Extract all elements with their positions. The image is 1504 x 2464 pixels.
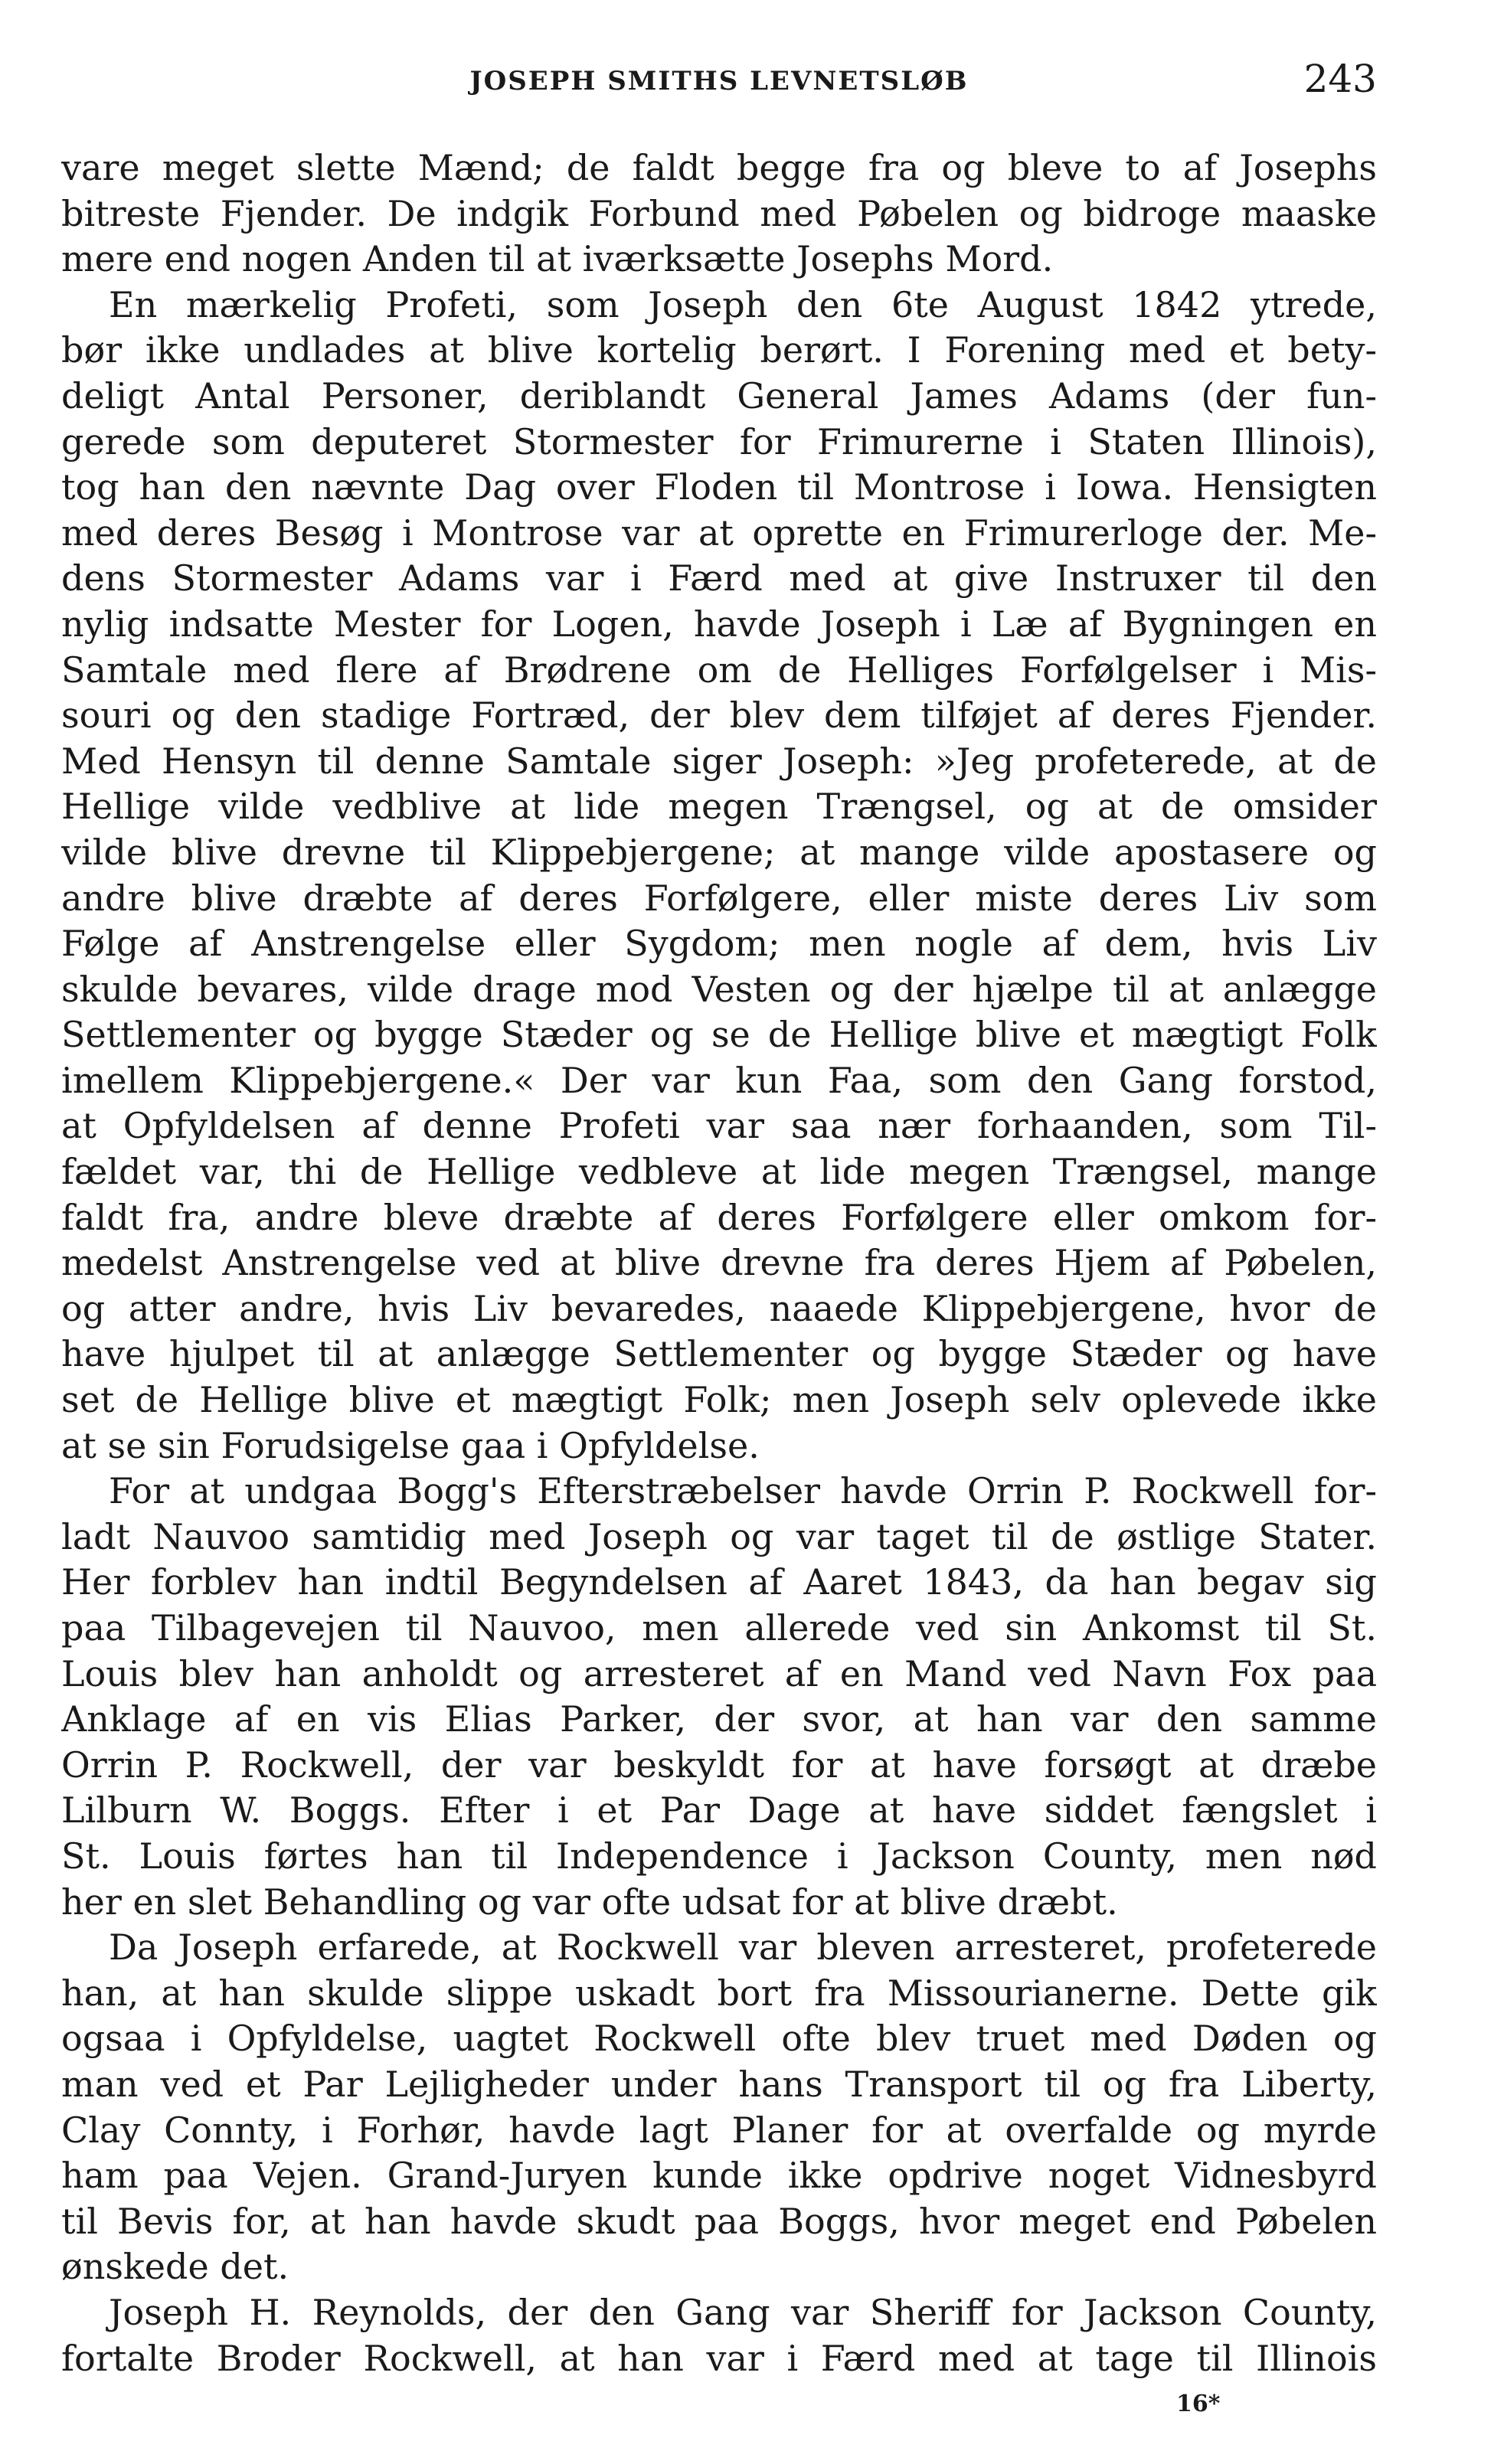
text-line: fortalte Broder Rockwell, at han var i Færd med at tage til Illinois	[61, 2337, 1377, 2379]
text-line: at se sin Forudsigelse gaa i Opfyldelse.	[61, 1424, 760, 1466]
text-line: For at undgaa Bogg's Efterstræbelser havde Orrin P. Rockwell for-	[109, 1470, 1377, 1512]
text-line: Med Hensyn til denne Samtale siger Joseph: »Jeg profeterede, at de	[61, 740, 1377, 782]
text-line: og atter andre, hvis Liv bevaredes, naaede Klippebjergene, hvor de	[61, 1287, 1377, 1329]
text-line: ham paa Vejen. Grand-Juryen kunde ikke opdrive noget Vidnesbyrd	[61, 2155, 1377, 2197]
text-line: have hjulpet til at anlægge Settlementer og bygge Stæder og have	[61, 1333, 1377, 1375]
text-line: bør ikke undlades at blive kortelig berørt. I Forening med et bety-	[61, 329, 1377, 371]
text-line: Clay Connty, i Forhør, havde lagt Planer for at overfalde og myrde	[61, 2109, 1377, 2151]
text-line: En mærkelig Profeti, som Joseph den 6te August 1842 ytrede,	[109, 283, 1377, 325]
text-line: vare meget slette Mænd; de faldt begge fra og bleve to af Josephs	[61, 147, 1377, 188]
text-line: han, at han skulde slippe uskadt bort fra Missourianerne. Dette gik	[61, 1972, 1377, 2014]
body-text	[61, 145, 1377, 2381]
text-line: mere end nogen Anden til at iværksætte Josephs Mord.	[61, 238, 1054, 280]
text-line: her en slet Behandling og var ofte udsat for at blive dræbt.	[61, 1881, 1118, 1923]
text-line: Joseph H. Reynolds, der den Gang var Sheriff for Jackson County,	[109, 2291, 1377, 2333]
text-line: gerede som deputeret Stormester for Frimurerne i Staten Illinois),	[61, 420, 1377, 462]
signature-mark: 16*	[1176, 2390, 1221, 2417]
text-line: til Bevis for, at han havde skudt paa Boggs, hvor meget end Pøbelen	[61, 2200, 1377, 2242]
text-line: Lilburn W. Boggs. Efter i et Par Dage at have siddet fængslet i	[61, 1789, 1377, 1832]
text-line: set de Hellige blive et mægtigt Folk; men Joseph selv oplevede ikke	[61, 1379, 1377, 1421]
running-head	[61, 54, 1377, 107]
text-line: souri og den stadige Fortræd, der blev dem tilføjet af deres Fjender.	[61, 694, 1377, 737]
text-line: Samtale med flere af Brødrene om de Helliges Forfølgelser i Mis-	[61, 649, 1377, 691]
text-line: skulde bevares, vilde drage mod Vesten og der hjælpe til at anlægge	[61, 968, 1377, 1010]
text-line: Settlementer og bygge Stæder og se de Hellige blive et mægtigt Folk	[61, 1014, 1377, 1056]
text-line: ladt Nauvoo samtidig med Joseph og var taget til de østlige Stater.	[61, 1515, 1377, 1557]
text-line: tog han den nævnte Dag over Floden til Montrose i Iowa. Hensigten	[61, 466, 1377, 508]
text-line: Følge af Anstrengelse eller Sygdom; men nogle af dem, hvis Liv	[61, 923, 1377, 965]
text-line: bitreste Fjender. De indgik Forbund med Pøbelen og bidroge maaske	[61, 192, 1377, 234]
text-line: ogsaa i Opfyldelse, uagtet Rockwell ofte blev truet med Døden og	[61, 2018, 1377, 2060]
text-line: St. Louis førtes han til Independence i Jackson County, men nød	[61, 1835, 1377, 1877]
text-line: andre blive dræbte af deres Forfølgere, eller miste deres Liv som	[61, 877, 1377, 919]
text-line: paa Tilbagevejen til Nauvoo, men allerede ved sin Ankomst til St.	[61, 1607, 1377, 1649]
text-line: vilde blive drevne til Klippebjergene; at mange vilde apostasere og	[61, 831, 1377, 873]
page-number: 243	[1303, 57, 1377, 101]
text-line: Her forblev han indtil Begyndelsen af Aaret 1843, da han begav sig	[61, 1561, 1377, 1603]
text-line: Louis blev han anholdt og arresteret af en Mand ved Navn Fox paa	[61, 1652, 1377, 1694]
text-line: man ved et Par Lejligheder under hans Transport til og fra Liberty,	[61, 2063, 1377, 2105]
running-title: JOSEPH SMITHS LEVNETSLØB	[469, 66, 969, 96]
text-line: nylig indsatte Mester for Logen, havde Joseph i Læ af Bygningen en	[61, 603, 1377, 645]
text-line: Da Joseph erfarede, at Rockwell var bleven arresteret, profeterede	[109, 1926, 1377, 1969]
text-line: ønskede det.	[61, 2246, 289, 2288]
text-line: at Opfyldelsen af denne Profeti var saa nær forhaanden, som Til-	[61, 1105, 1377, 1147]
text-line: Orrin P. Rockwell, der var beskyldt for at have forsøgt at dræbe	[61, 1743, 1377, 1786]
text-line: dens Stormester Adams var i Færd med at give Instruxer til den	[61, 557, 1377, 600]
text-line: med deres Besøg i Montrose var at oprette en Frimurerloge der. Me-	[61, 511, 1377, 554]
text-line: Hellige vilde vedblive at lide megen Trængsel, og at de omsider	[61, 786, 1377, 828]
text-line: medelst Anstrengelse ved at blive drevne fra deres Hjem af Pøbelen,	[61, 1242, 1377, 1284]
text-line: deligt Antal Personer, deriblandt General James Adams (der fun-	[61, 374, 1377, 417]
text-line: imellem Klippebjergene.« Der var kun Faa, som den Gang forstod,	[61, 1059, 1377, 1101]
text-line: Anklage af en vis Elias Parker, der svor, at han var den samme	[61, 1698, 1377, 1740]
text-line: fældet var, thi de Hellige vedbleve at lide megen Trængsel, mange	[61, 1151, 1377, 1193]
text-line: faldt fra, andre bleve dræbte af deres Forfølgere eller omkom for-	[61, 1196, 1377, 1238]
